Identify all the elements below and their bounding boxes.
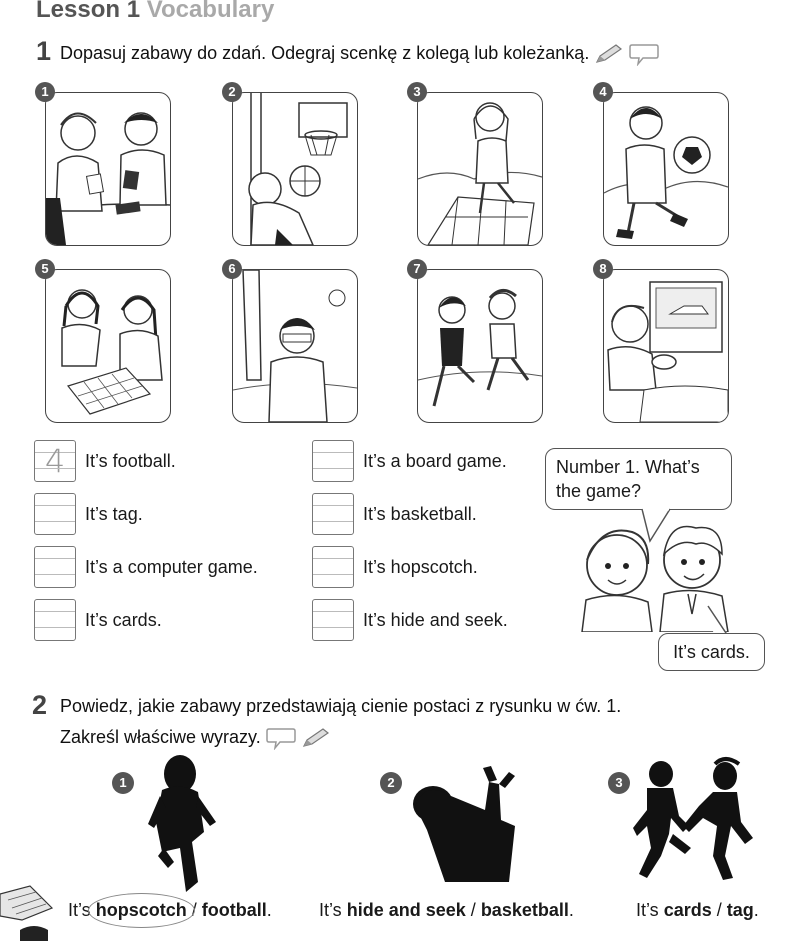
- answer-box-board-game[interactable]: [312, 440, 354, 482]
- shadow-1-choice: [68, 900, 272, 921]
- corner-decoration: [0, 880, 58, 941]
- option-cards[interactable]: cards: [663, 900, 712, 920]
- sentence-computer-game: It’s a computer game.: [85, 557, 258, 577]
- picture-8-number: 8: [593, 259, 613, 279]
- exercise-2-instruction-line-1: Powiedz, jakie zabawy przedstawiają cienie postaci z rysunku w ćw. 1.: [60, 696, 622, 716]
- option-basketball[interactable]: basketball: [480, 900, 569, 920]
- picture-2-number: 2: [222, 82, 242, 102]
- choice-separator: /: [191, 900, 197, 920]
- question-speech-bubble: Number 1. What’s the game?: [545, 448, 732, 510]
- exercise-1-instruction-text: Dopasuj zabawy do zdań. Odegraj scenkę z kolegą lub koleżanką.: [60, 42, 590, 63]
- sentence-board-game: It’s a board game.: [363, 451, 507, 471]
- answer-speech-bubble: It’s cards.: [658, 633, 765, 671]
- picture-7-number: 7: [407, 259, 427, 279]
- speech-bubble-icon: [266, 726, 296, 750]
- choice-end: .: [568, 900, 574, 920]
- speech-bubble-icon: [629, 42, 659, 66]
- exercise-2-number: 2: [32, 690, 48, 720]
- lesson-section: Vocabulary: [146, 0, 275, 23]
- picture-5-number: 5: [35, 259, 55, 279]
- shadow-3-choice: [636, 900, 759, 921]
- picture-3-number: 3: [407, 82, 427, 102]
- picture-6-hide-and-seek: [232, 269, 358, 423]
- cards-scene-drawing: [46, 93, 170, 245]
- choice-prefix: It’s: [636, 900, 659, 920]
- tag-scene-drawing: [418, 270, 542, 422]
- shadow-3-number: 3: [608, 772, 630, 794]
- exercise-2-instruction-line-2: [60, 726, 331, 750]
- shadow-1-number: 1: [112, 772, 134, 794]
- answer-box-computer-game[interactable]: [34, 546, 76, 588]
- lesson-title: [36, 0, 274, 24]
- computer-game-scene-drawing: [604, 270, 728, 422]
- sentence-basketball: It’s basketball.: [363, 504, 477, 524]
- choice-prefix: It’s: [319, 900, 342, 920]
- shadow-1-hopscotch-silhouette: [140, 752, 230, 894]
- choice-end: .: [753, 900, 759, 920]
- exercise-2-instruction-text: Zakreśl właściwe wyrazy.: [60, 726, 261, 747]
- exercise-1-instruction: [60, 42, 659, 66]
- option-tag[interactable]: tag: [726, 900, 754, 920]
- picture-3-hopscotch: [417, 92, 543, 246]
- sentence-tag: It’s tag.: [85, 504, 143, 524]
- option-hopscotch-circled[interactable]: hopscotch: [95, 900, 187, 920]
- basketball-scene-drawing: [233, 93, 357, 245]
- answer-box-hide-and-seek[interactable]: [312, 599, 354, 641]
- choice-end: .: [266, 900, 272, 920]
- choice-separator: /: [716, 900, 722, 920]
- picture-5-board-game: [45, 269, 171, 423]
- sentence-cards: It’s cards.: [85, 610, 162, 630]
- picture-1-number: 1: [35, 82, 55, 102]
- shadow-3-tag-silhouette: [633, 756, 763, 886]
- answer-box-hopscotch[interactable]: [312, 546, 354, 588]
- sentence-hide-and-seek: It’s hide and seek.: [363, 610, 508, 630]
- picture-8-computer-game: [603, 269, 729, 423]
- football-scene-drawing: [604, 93, 728, 245]
- shadow-2-choice: [319, 900, 574, 921]
- picture-6-number: 6: [222, 259, 242, 279]
- board-game-scene-drawing: [46, 270, 170, 422]
- answer-box-tag[interactable]: [34, 493, 76, 535]
- sentence-football: It’s football.: [85, 451, 176, 471]
- shadow-2-number: 2: [380, 772, 402, 794]
- shadow-2-basketball-silhouette: [405, 760, 525, 882]
- answer-box-basketball[interactable]: [312, 493, 354, 535]
- picture-4-number: 4: [593, 82, 613, 102]
- answer-box-football[interactable]: [34, 440, 76, 482]
- choice-separator: /: [470, 900, 476, 920]
- pencil-icon: [594, 43, 624, 65]
- exercise-1-number: 1: [36, 36, 52, 66]
- answer-box-value: 4: [44, 442, 66, 480]
- picture-7-tag: [417, 269, 543, 423]
- answer-box-cards[interactable]: [34, 599, 76, 641]
- sentence-hopscotch: It’s hopscotch.: [363, 557, 478, 577]
- option-football[interactable]: football: [201, 900, 267, 920]
- picture-4-football: [603, 92, 729, 246]
- choice-prefix: It’s: [68, 900, 91, 920]
- pencil-icon: [301, 727, 331, 749]
- hopscotch-scene-drawing: [418, 93, 542, 245]
- lesson-number: Lesson 1: [36, 0, 141, 23]
- option-hide-and-seek[interactable]: hide and seek: [346, 900, 466, 920]
- hide-and-seek-scene-drawing: [233, 270, 357, 422]
- picture-2-basketball: [232, 92, 358, 246]
- picture-1-cards: [45, 92, 171, 246]
